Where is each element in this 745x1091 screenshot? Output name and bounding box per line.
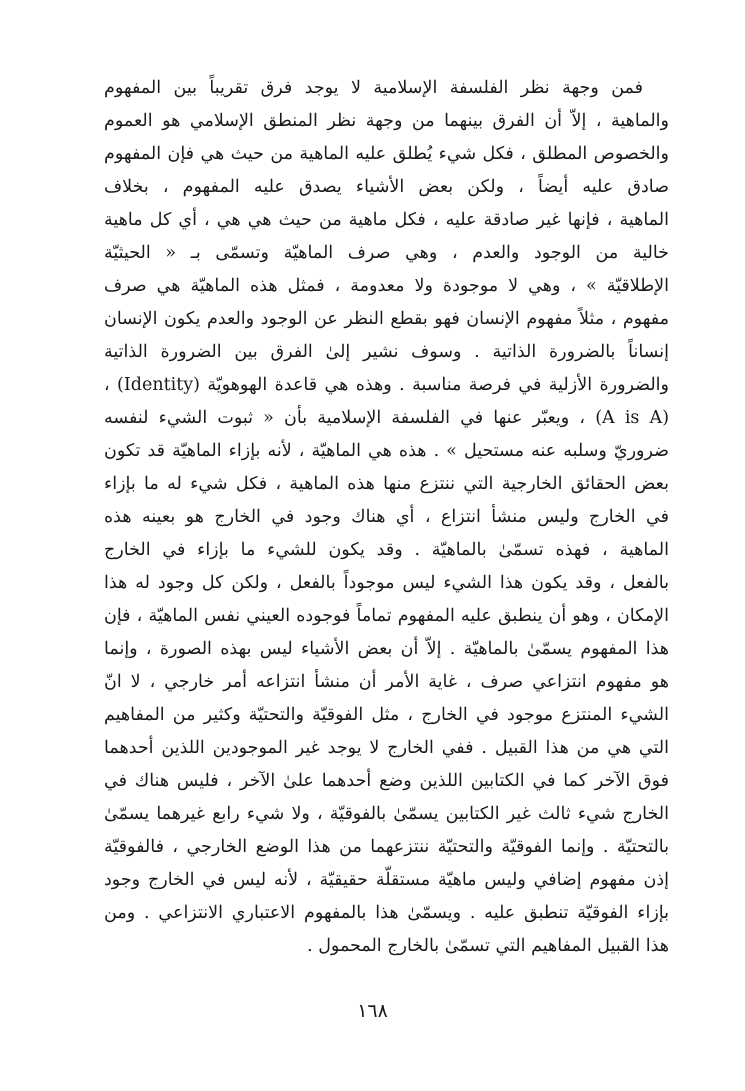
body-text xyxy=(104,72,669,963)
text-line: هذا المفهوم يسمّىٰ بالماهيّة . إلاّ أن بعض الأشياء ليس بهذه الصورة ، وإنما xyxy=(104,639,669,659)
text-line: بإزاء الفوقيّة تنطبق عليه . ويسمّىٰ هذا بالمفهوم الاعتباري الانتزاعي . ومن xyxy=(104,903,669,923)
text-line: والماهية ، إلاّ أن الفرق بينهما من وجهة نظر المنطق الإسلامي هو العموم xyxy=(104,111,669,131)
text-line: بالتحتيّة . وإنما الفوقيّة والتحتيّة ننتزعهما من هذا الوضع الخارجي ، فالفوقيّة xyxy=(104,837,669,857)
text-line: خالية من الوجود والعدم ، وهي صرف الماهيّة وتسمّى بـ « الحيثيّة xyxy=(104,243,669,263)
text-line: إنساناً بالضرورة الذاتية . وسوف نشير إلىٰ الفرق بين الضرورة الذاتية xyxy=(104,342,669,362)
text-line: الإمكان ، وهو أن ينطبق عليه المفهوم تماماً فوجوده العيني نفس الماهيّة ، فإن xyxy=(104,606,669,626)
text-line: هو مفهوم انتزاعي صرف ، غاية الأمر أن منشأ انتزاعه أمر خارجي ، لا انّ xyxy=(104,672,669,692)
text-line: والخصوص المطلق ، فكل شيء يُطلق عليه الماهية من حيث هي فإن المفهوم xyxy=(104,144,669,164)
text-line: في الخارج وليس منشأ انتزاع ، أي هناك وجود في الخارج هو بعينه هذه xyxy=(104,507,669,527)
text-line: والضرورة الأزلية في فرصة مناسبة . وهذه هي قاعدة الهوهويّة (Identity) ، xyxy=(104,375,669,395)
text-line: الإطلاقيّة » ، وهي لا موجودة ولا معدومة ، فمثل هذه الماهيّة هي صرف xyxy=(104,276,669,296)
text-line: التي هي من هذا القبيل . ففي الخارج لا يوجد غير الموجودين اللذين أحدهما xyxy=(104,738,669,758)
text-line: بالفعل ، وقد يكون هذا الشيء ليس موجوداً بالفعل ، ولكن كل وجود له هذا xyxy=(104,573,669,593)
page-number: ١٦٨ xyxy=(357,1000,388,1022)
text-line: إذن مفهوم إضافي وليس ماهيّة مستقلّة حقيقيّة ، لأنه ليس في الخارج وجود xyxy=(104,870,669,890)
text-line: فمن وجهة نظر الفلسفة الإسلامية لا يوجد فرق تقريباً بين المفهوم xyxy=(104,78,643,98)
text-line: الشيء المنتزع موجود في الخارج ، مثل الفوقيّة والتحتيّة وكثير من المفاهيم xyxy=(104,705,669,725)
text-line: فوق الآخر كما في الكتابين اللذين وضع أحدهما علىٰ الآخر ، فليس هناك في xyxy=(104,771,669,791)
text-line: (A is A) ، ويعبّر عنها في الفلسفة الإسلامية بأن « ثبوت الشيء لنفسه xyxy=(104,408,669,428)
text-line: ضروريّ وسلبه عنه مستحيل » . هذه هي الماهيّة ، لأنه بإزاء الماهيّة قد تكون xyxy=(104,441,669,461)
text-line: بعض الحقائق الخارجية التي ننتزع منها هذه الماهية ، فكل شيء له ما بإزاء xyxy=(104,474,669,494)
text-line: الخارج شيء ثالث غير الكتابين يسمّىٰ بالفوقيّة ، ولا شيء رابع غيرهما يسمّىٰ xyxy=(104,804,669,824)
text-line: هذا القبيل المفاهيم التي تسمّىٰ بالخارج المحمول . xyxy=(307,936,669,956)
text-line: الماهية ، فإنها غير صادقة عليه ، فكل ماهية من حيث هي هي ، أي كل ماهية xyxy=(104,210,669,230)
text-line: مفهوم ، مثلاً مفهوم الإنسان فهو بقطع النظر عن الوجود والعدم يكون الإنسان xyxy=(104,309,669,329)
text-line: الماهية ، فهذه تسمّىٰ بالماهيّة . وقد يكون للشيء ما بإزاء في الخارج xyxy=(104,540,669,560)
text-line: صادق عليه أيضاً ، ولكن بعض الأشياء يصدق عليه المفهوم ، بخلاف xyxy=(104,177,669,197)
